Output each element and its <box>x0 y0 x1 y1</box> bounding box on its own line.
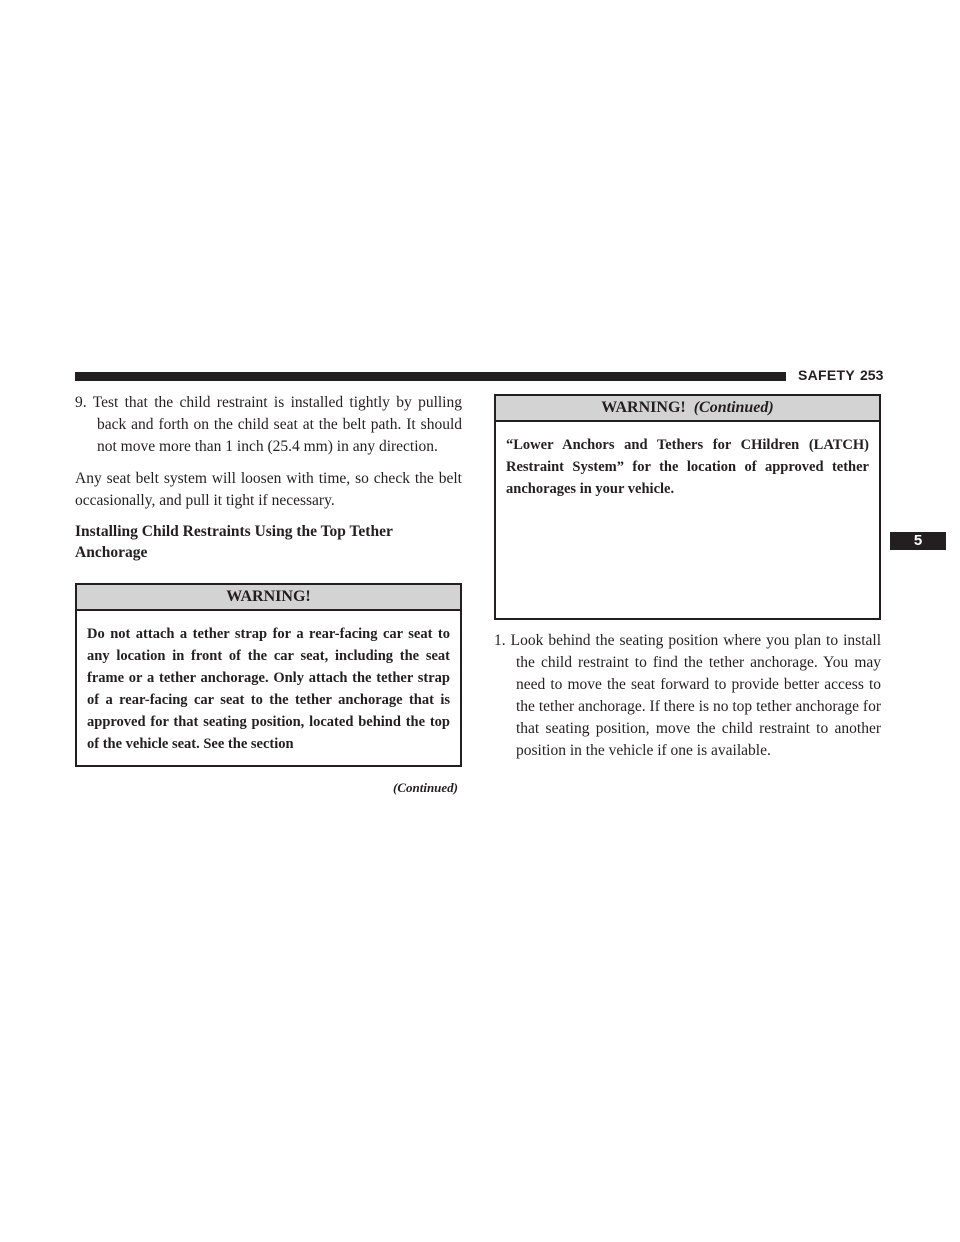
right-column <box>494 392 881 762</box>
warning-title <box>77 585 460 611</box>
warning-continued-title <box>496 396 879 422</box>
step-1-number: 1. <box>494 632 506 649</box>
page-number: 253 <box>860 367 884 383</box>
section-title: SAFETY <box>798 367 856 383</box>
warning-body: Do not attach a tether strap for a rear-facing car seat to any location in front of the car seat, including the seat frame or a tether anchorage. Only attach the tether strap of a rear-facing car seat to the tether anchorage that is approved for that seating position, located behind the top of the vehicle seat. See the section <box>87 626 450 752</box>
step-9 <box>75 392 462 458</box>
step-1-text: Look behind the seating position where you plan to install the child restraint to find the tether anchorage. You may need to move the seat forward to provide better access to the tether anchorage. If there is no top tether anchorage for that seating position, move the child restraint to another position in the vehicle if one is available. <box>510 632 881 759</box>
continued-label: (Continued) <box>392 780 458 795</box>
seat-belt-paragraph: Any seat belt system will loosen with time, so check the belt occasionally, and pull it tight if necessary. <box>75 470 462 509</box>
warning-continued-suffix: (Continued) <box>693 399 774 416</box>
warning-title-text: WARNING! <box>226 588 311 605</box>
warning-box <box>75 583 462 767</box>
step-1 <box>494 630 881 762</box>
chapter-tab[interactable]: 5 <box>890 532 946 550</box>
section-subheading: Installing Child Restraints Using the Top Tether Anchorage <box>75 523 393 561</box>
warning-box-continued <box>494 394 881 620</box>
step-9-text: Test that the child restraint is installed tightly by pulling back and forth on the child seat at the belt path. It should not move more than 1 inch (25.4 mm) in any direction. <box>92 394 462 455</box>
warning-title-text: WARNING! <box>601 399 686 416</box>
step-9-number: 9. <box>75 394 87 411</box>
header-rule <box>75 372 786 381</box>
left-column <box>75 392 462 799</box>
warning-continued-body: “Lower Anchors and Tethers for CHildren (LATCH) Restraint System” for the location of approved tether anchorages in your vehicle. <box>506 437 869 497</box>
